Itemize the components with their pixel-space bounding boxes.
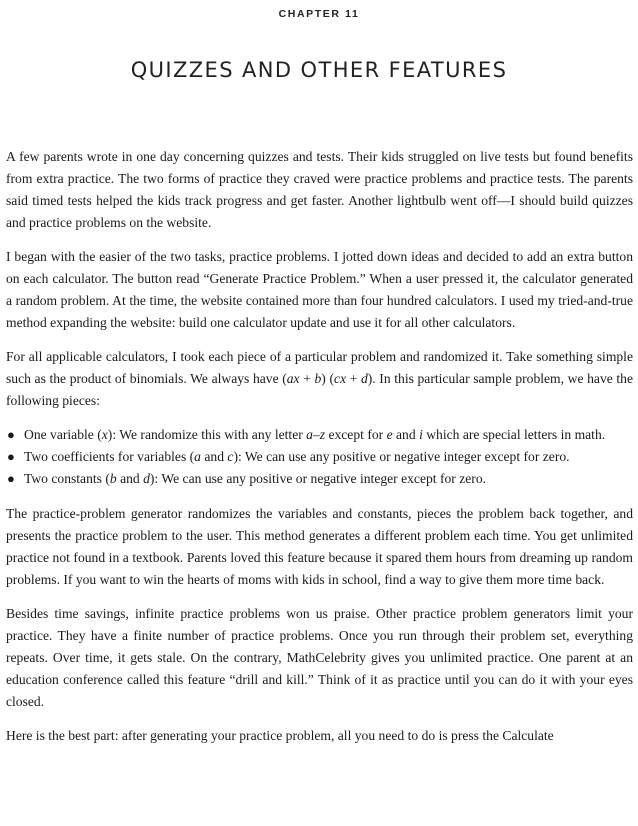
text-segment: + [346,371,361,386]
text-segment: Two constants ( [24,471,110,486]
bullet-icon: ● [7,427,15,442]
text-segment: ): We can use any positive or negative integer except for zero. [149,471,487,486]
bullet-list [6,424,633,490]
text-segment: ): We can use any positive or negative integer except for zero. [233,449,570,464]
list-item [6,424,633,446]
text-segment: ). In this particular sample problem, we have the following pieces: [6,371,634,408]
text-segment: ) ( [321,371,334,386]
math-term: cx [333,371,347,386]
paragraph-1: A few parents wrote in one day concerning quizzes and tests. Their kids struggled on live tests but found benefits from extra practice. The two forms of practice they craved were practice problems and practice tests. The parents said timed tests helped the kids track progress and get faster. Another lightbulb went off—I should build quizzes and practice problems on the website. [6,149,633,230]
text-segment: ): We randomize this with any letter [107,427,307,442]
paragraph-2: I began with the easier of the two tasks, practice problems. I jotted down ideas and decided to add an extra button on each calculator. The button read “Generate Practice Problem.” When a user pressed it, the calculator generated a random problem. At the time, the website contained more than four hundred calculators. I used my tried-and-true method expanding the website: build one calculator update and use it for all other calculators. [6,249,633,330]
math-term: a [194,449,201,464]
math-term: d [143,471,150,486]
math-term: x [101,427,108,442]
math-term: e [386,427,393,442]
body-text [6,146,633,759]
text-segment: One variable ( [24,427,102,442]
paragraph-4: The practice-problem generator randomizes the variables and constants, pieces the problem back together, and presents the practice problem to the user. This method generates a different problem each time. You get unlimited practice not found in a textbook. Parents loved this feature because it spared them hours from dreaming up random problems. If you want to win the hearts of moms with kids in school, find a way to give them more time back. [6,506,633,587]
math-term: ax [286,371,300,386]
chapter-label: CHAPTER 11 [278,8,360,20]
paragraph-6: Here is the best part: after generating your practice problem, all you need to do is press the Calculate [6,728,554,743]
math-term: i [419,427,423,442]
paragraph-5: Besides time savings, infinite practice problems won us praise. Other practice problem generators limit your practice. They have a finite number of practice problems. Once you run through their problem set, everything repeats. Over time, it gets stale. On the contrary, MathCelebrity gives you unlimited practice. One parent at an education conference called this feature “drill and kill.” Think of it as practice until you can do it with your eyes closed. [6,606,633,709]
chapter-title: QUIZZES AND OTHER FEATURES [130,58,508,82]
text-segment: which are special letters in math. [422,427,606,442]
text-segment: and [116,471,144,486]
math-term: d [360,371,368,386]
text-segment: except for [325,427,387,442]
math-term: b [314,371,322,386]
text-segment: Two coefficients for variables ( [24,449,195,464]
paragraph-3 [6,346,633,412]
list-item [6,468,633,490]
math-term: b [109,471,117,486]
list-item [6,446,633,468]
bullet-icon: ● [7,471,15,486]
math-term: a–z [306,427,326,442]
text-segment: and [392,427,420,442]
bullet-icon: ● [7,449,15,464]
text-segment: and [200,449,228,464]
math-term: c [227,449,234,464]
text-segment: For all applicable calculators, I took each piece of a particular problem and randomized it. Take something simple such as the product of binomials. We always have ( [6,349,633,386]
text-segment: + [299,371,315,386]
